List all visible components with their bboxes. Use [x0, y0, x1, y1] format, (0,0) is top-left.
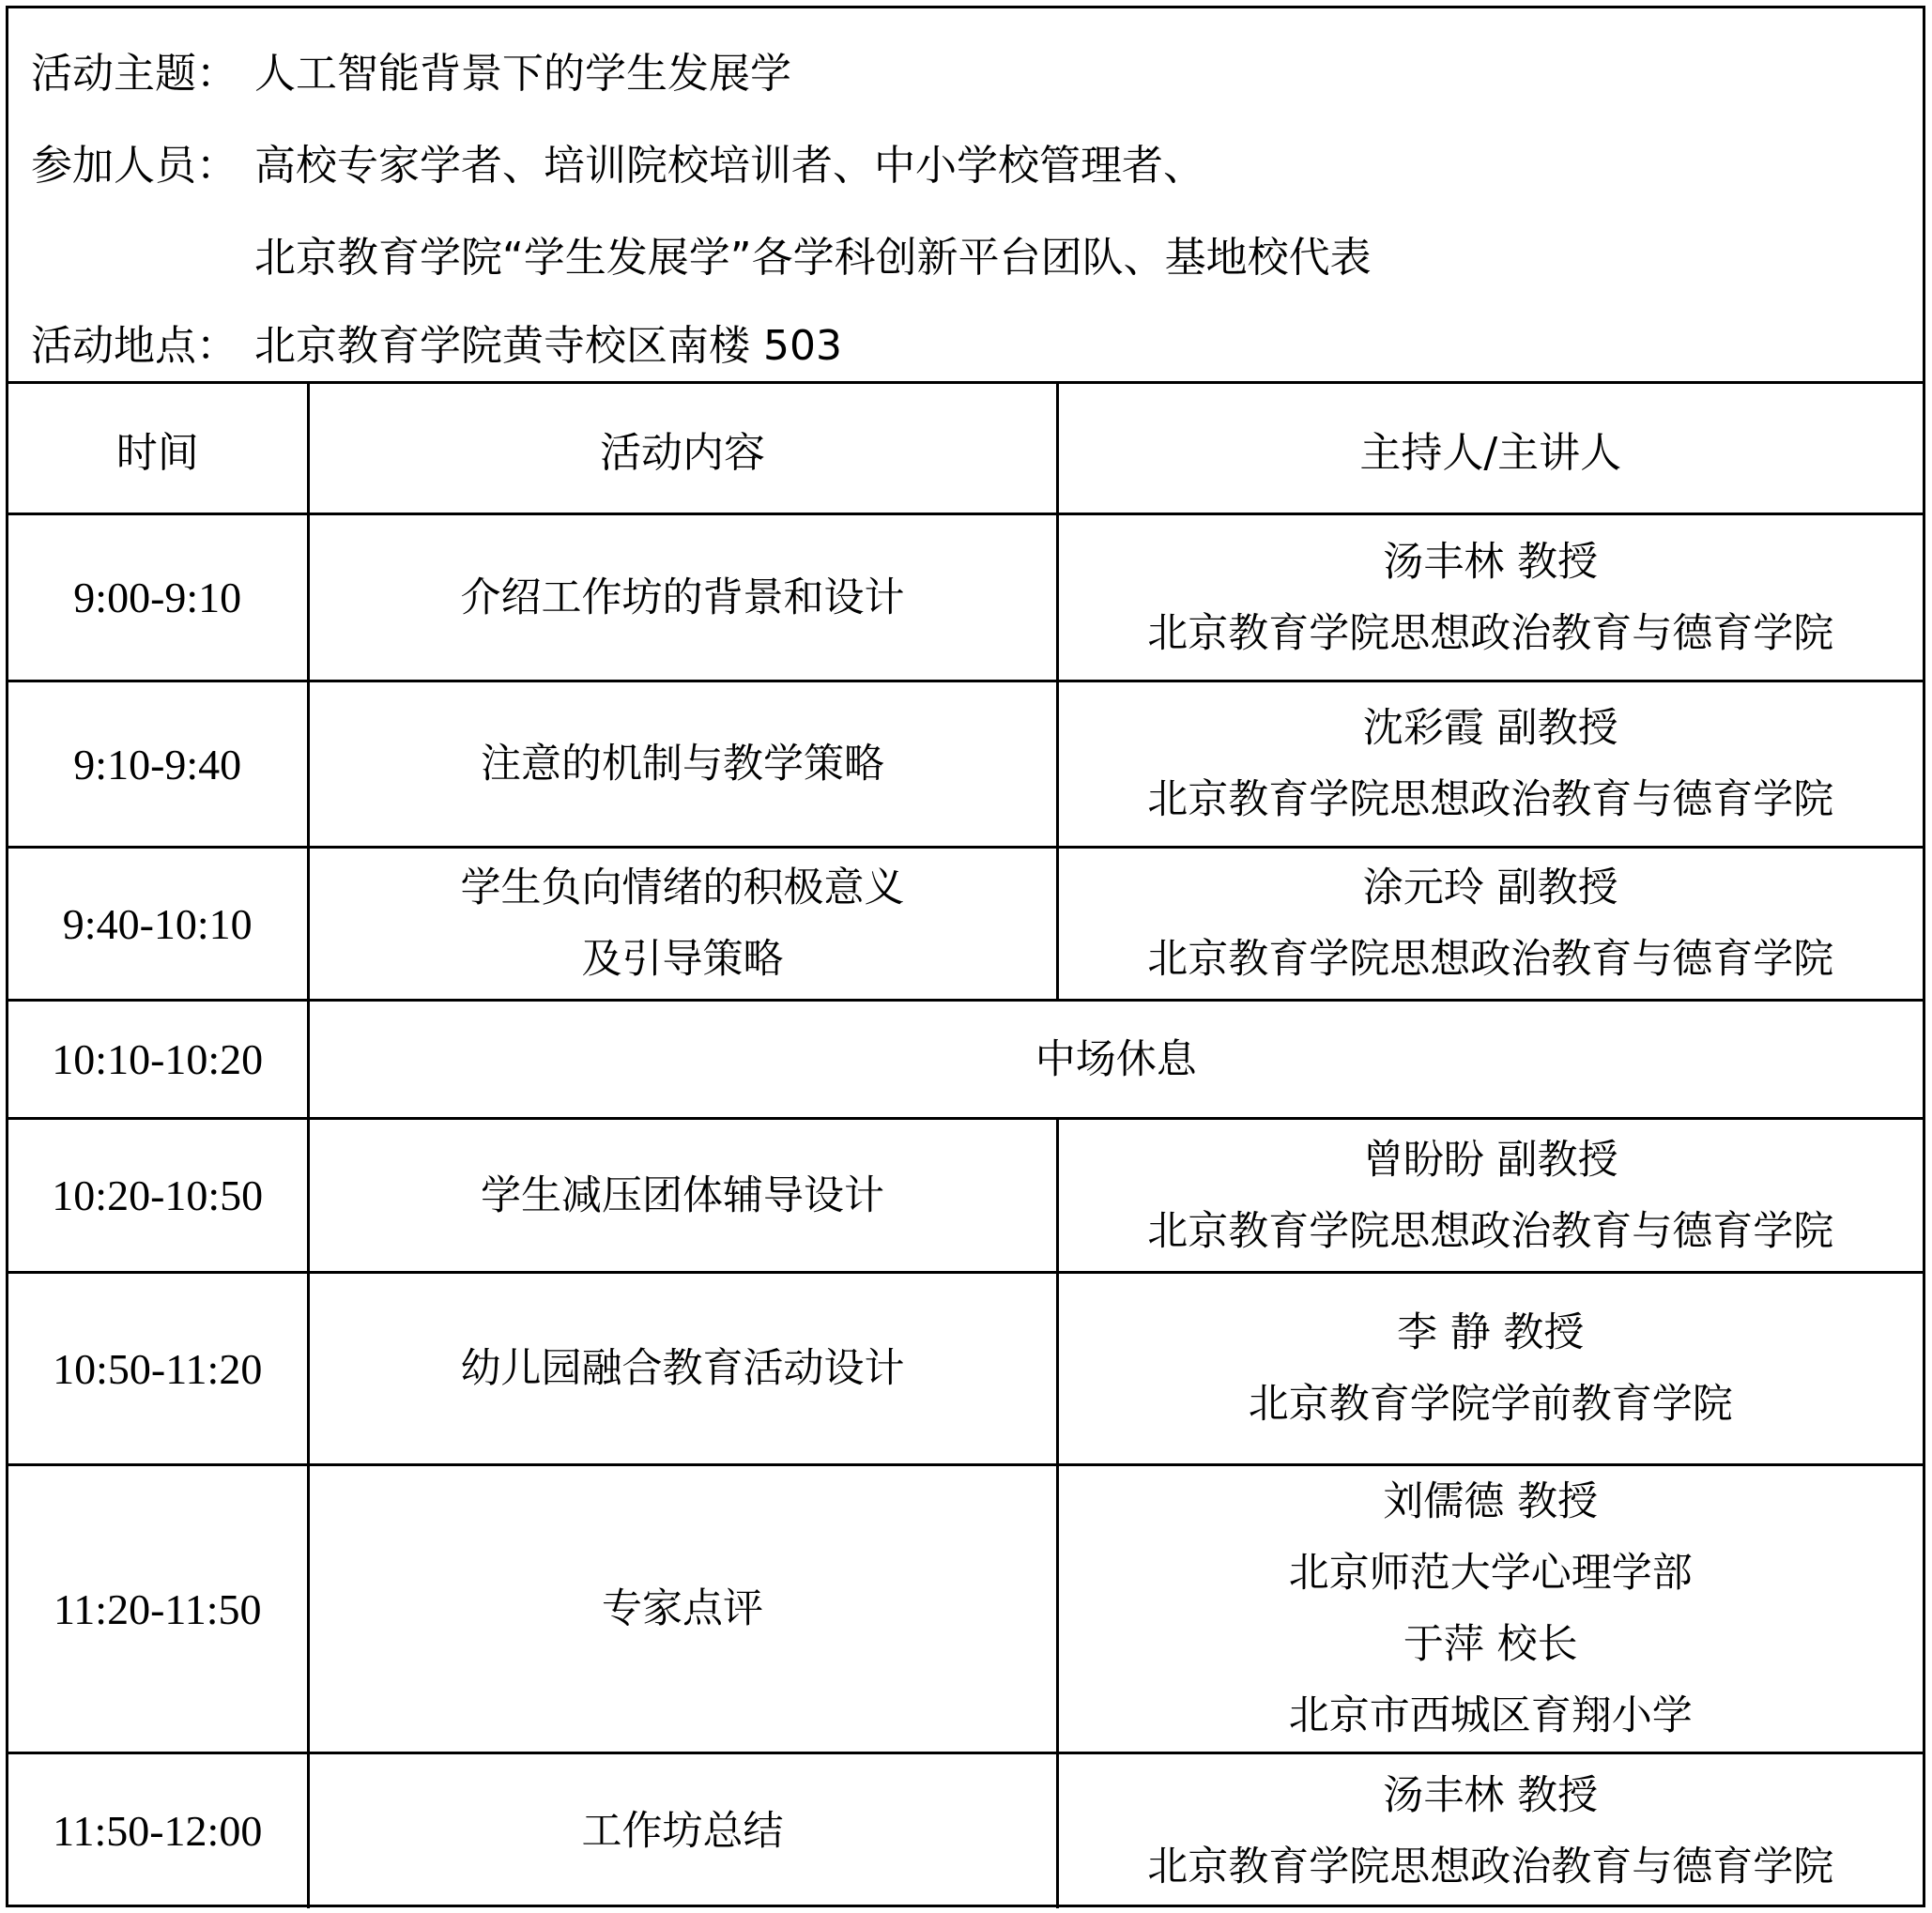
table-row: [8, 1119, 1923, 1273]
table-row: [8, 681, 1923, 848]
content-line: 工作坊总结: [581, 1807, 784, 1855]
content-line: 专家点评: [602, 1585, 763, 1632]
host-line: 涂元玲 副教授: [1362, 865, 1618, 911]
host-line: 北京教育学院思想政治教育与德育学院: [1147, 609, 1834, 657]
header-content: 活动内容: [308, 383, 1057, 514]
host-cell: [1057, 848, 1923, 1001]
host-line: 汤丰林 教授: [1383, 538, 1599, 586]
content-line: 幼儿园融合教育活动设计: [460, 1345, 905, 1392]
host-line: 汤丰林 教授: [1383, 1771, 1599, 1819]
table-row: [8, 1273, 1923, 1465]
time-cell: 9:40-10:10: [8, 848, 308, 1001]
event-info-block: [8, 8, 1923, 384]
host-cell: [1057, 1753, 1923, 1908]
host-cell: [1057, 1119, 1923, 1273]
host-line: 北京教育学院思想政治教育与德育学院: [1147, 1207, 1834, 1255]
content-cell: [308, 1753, 1057, 1908]
content-line: 学生减压团体辅导设计: [481, 1171, 884, 1219]
location-line: [31, 318, 842, 375]
agenda-document: [6, 6, 1925, 1907]
host-line: 北京教育学院思想政治教育与德育学院: [1147, 936, 1834, 983]
host-line: 李 静 教授: [1397, 1309, 1585, 1356]
table-row: [8, 1753, 1923, 1908]
content-cell: [308, 1465, 1057, 1753]
participants-value-line2: 北京教育学院“学生发展学”各学科创新平台团队、基地校代表: [254, 234, 1372, 282]
content-cell: [308, 1273, 1057, 1465]
participants-label: 参加人员：: [31, 142, 238, 190]
host-line: 北京教育学院思想政治教育与德育学院: [1147, 1843, 1834, 1890]
host-line: 于萍 校长: [1403, 1621, 1578, 1668]
host-cell: [1057, 681, 1923, 848]
location-value: 北京教育学院黄寺校区南楼 503: [254, 322, 842, 370]
theme-line: [31, 46, 791, 102]
participants-value-line1: 高校专家学者、培训院校培训者、中小学校管理者、: [254, 142, 1204, 190]
header-time: 时间: [8, 383, 308, 514]
host-cell: [1057, 1273, 1923, 1465]
participants-line-2: [31, 230, 1372, 286]
participants-line: [31, 138, 1204, 194]
host-line: 曾盼盼 副教授: [1362, 1136, 1618, 1184]
content-cell: [308, 514, 1057, 681]
content-cell: [308, 681, 1057, 848]
theme-value: 人工智能背景下的学生发展学: [254, 50, 791, 98]
host-cell: [1057, 514, 1923, 681]
host-line: 沈彩霞 副教授: [1362, 705, 1618, 752]
time-cell: 11:20-11:50: [8, 1465, 308, 1753]
content-line: 介绍工作坊的背景和设计: [460, 574, 905, 621]
host-line: 刘儒德 教授: [1383, 1478, 1599, 1525]
table-row: [8, 1465, 1923, 1753]
time-cell: 10:20-10:50: [8, 1119, 308, 1273]
host-line: 北京教育学院学前教育学院: [1248, 1381, 1733, 1428]
host-line: 北京市西城区育翔小学: [1288, 1692, 1693, 1739]
host-line: 北京教育学院思想政治教育与德育学院: [1147, 776, 1834, 823]
table-row-break: [8, 1001, 1923, 1119]
host-line: 北京师范大学心理学部: [1288, 1550, 1693, 1597]
host-cell: [1057, 1465, 1923, 1753]
content-line: 注意的机制与教学策略: [481, 741, 884, 788]
content-cell: [308, 848, 1057, 1001]
theme-label: 活动主题：: [31, 50, 238, 98]
schedule-table: [8, 381, 1923, 1908]
time-cell: 10:50-11:20: [8, 1273, 308, 1465]
content-line: 学生负向情绪的积极意义: [460, 865, 905, 911]
content-cell: [308, 1119, 1057, 1273]
time-cell: 9:10-9:40: [8, 681, 308, 848]
time-cell: 11:50-12:00: [8, 1753, 308, 1908]
time-cell: 9:00-9:10: [8, 514, 308, 681]
header-host: 主持人/主讲人: [1057, 383, 1923, 514]
location-label: 活动地点：: [31, 322, 238, 370]
break-cell: 中场休息: [308, 1001, 1923, 1119]
content-line: 及引导策略: [581, 936, 784, 983]
table-row: [8, 848, 1923, 1001]
time-cell: 10:10-10:20: [8, 1001, 308, 1119]
table-header-row: [8, 383, 1923, 514]
table-row: [8, 514, 1923, 681]
